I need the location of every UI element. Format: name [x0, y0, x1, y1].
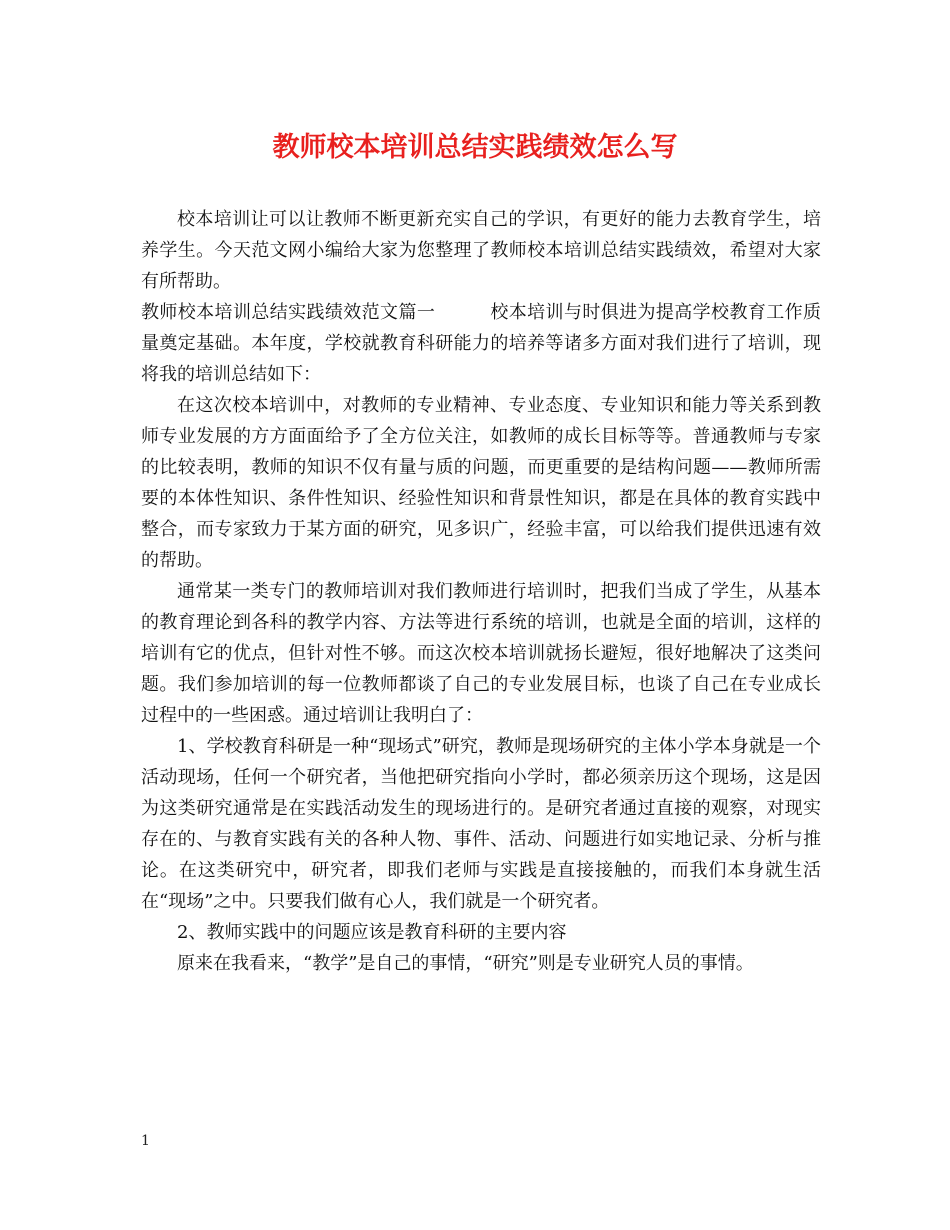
- document-body: [141, 204, 821, 979]
- paragraph-7: 原来在我看来，“教学”是自己的事情，“研究”则是专业研究人员的事情。: [177, 953, 754, 974]
- paragraph-2: 教师校本培训总结实践绩效范文篇一 校本培训与时俱进为提高学校教育工作质量奠定基础。本年度，学校就教育科研能力的培养等诸多方面对我们进行了培训，现将我的培训总结如下：: [141, 302, 821, 385]
- document-title: 教师校本培训总结实践绩效怎么写: [272, 132, 678, 163]
- paragraph-1: 校本培训让可以让教师不断更新充实自己的学识，有更好的能力去教育学生，培养学生。今天范文网小编给大家为您整理了教师校本培训总结实践绩效，希望对大家有所帮助。: [141, 209, 821, 292]
- paragraph-5: 1、学校教育科研是一种“现场式”研究，教师是现场研究的主体小学本身就是一个活动现场，任何一个研究者，当他把研究指向小学时，都必须亲历这个现场，这是因为这类研究通常是在实践活动发生的现场进行的。是研究者通过直接的观察，对现实存在的、与教育实践有关的各种人物、事件、活动、问题进行如实地记录、分析与推论。在这类研究中，研究者，即我们老师与实践是直接接触的，而我们本身就生活在“现场”之中。只要我们做有心人，我们就是一个研究者。: [141, 736, 821, 912]
- paragraph-6: 2、教师实践中的问题应该是教育科研的主要内容: [177, 922, 567, 943]
- page-number: 1: [141, 1133, 150, 1149]
- paragraph-4: 通常某一类专门的教师培训对我们教师进行培训时，把我们当成了学生，从基本的教育理论到各科的教学内容、方法等进行系统的培训，也就是全面的培训，这样的培训有它的优点，但针对性不够。而这次校本培训就扬长避短，很好地解决了这类问题。我们参加培训的每一位教师都谈了自己的专业发展目标，也谈了自己在专业成长过程中的一些困惑。通过培训让我明白了：: [141, 581, 821, 726]
- paragraph-3: 在这次校本培训中，对教师的专业精神、专业态度、专业知识和能力等关系到教师专业发展的方方面面给予了全方位关注，如教师的成长目标等等。普通教师与专家的比较表明，教师的知识不仅有量与质的问题，而更重要的是结构问题——教师所需要的本体性知识、条件性知识、经验性知识和背景性知识，都是在具体的教育实践中整合，而专家致力于某方面的研究，见多识广，经验丰富，可以给我们提供迅速有效的帮助。: [141, 395, 821, 571]
